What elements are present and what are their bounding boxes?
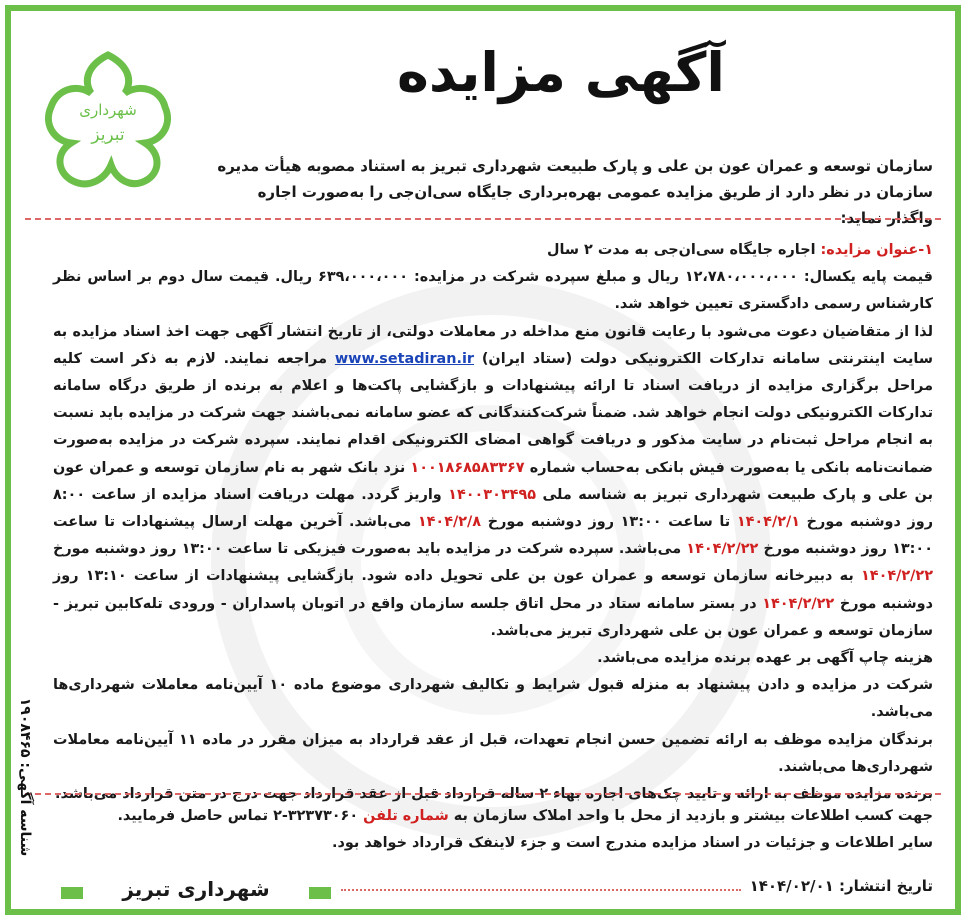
account-number: ۱۰۰۱۸۶۸۵۸۳۳۶۷ xyxy=(410,459,525,476)
ad-id: شناسه آگهی: ۱۹۰۸۴۶۵ xyxy=(17,697,33,857)
subject-value: اجاره جایگاه سی‌ان‌جی به مدت ۲ سال xyxy=(546,242,816,258)
brand-bar-left xyxy=(61,887,83,899)
invite-text-2: مراجعه نمایند. لازم به ذکر است کلیه مراحل برگزاری مزایده از دریافت اسناد تا ارائه پیشنهادات و بازگشایی پاکت‌ها و اعلام به برنده از طریق درگاه سامانه تدارکات الکترونیکی دولت انجام خواهد شد. ضمناً شرکت‌کنندگانی که عضو سامانه نمی‌باشند جهت شرکت در مزایده باید نسبت به انجام مراحل ثبت‌نام در سایت مذکور و دریافت گواهی امضای الکترونیکی اقدام نمایند. سپرده شرکت در مزایده به‌صورت ضمانت‌نامه بانکی یا به‌صورت فیش بانکی به‌حساب شماره xyxy=(53,350,933,476)
price-paragraph: قیمت پایه یکسال: ۱۲،۷۸۰،۰۰۰،۰۰۰ ریال و مبلغ سپرده شرکت در مزایده: ۶۳۹،۰۰۰،۰۰۰ ریال. قیمت سال دوم بر اساس نظر کارشناس رسمی دادگستری تعیین خواهد شد. xyxy=(53,269,933,313)
invite-text-8: به دبیرخانه سازمان توسعه و عمران عون بن علی تحویل داده شود. بازگشایی پیشنهادات از ساعت ۱۳:۱۰ روز دوشنبه مورخ xyxy=(53,568,933,612)
date-offer-deadline: ۱۴۰۴/۲/۲۲ xyxy=(686,541,759,558)
invite-text-1: لذا از متقاضیان دعوت می‌شود با رعایت قانون منع مداخله در معاملات دولتی، از تاریخ انتشار آگهی جهت اخذ اسناد مزایده به سایت اینترنتی سامانه تدارکات الکترونیکی دولت (ستاد ایران) xyxy=(53,323,933,367)
contact-line-2: سایر اطلاعات و جزئیات در اسناد مزایده مندرج است و جزء لاینفک قرارداد خواهد بود. xyxy=(332,835,933,851)
subject-line xyxy=(53,237,933,264)
phone-label: شماره تلفن xyxy=(363,808,449,824)
date-opening: ۱۴۰۴/۲/۲۲ xyxy=(762,595,835,612)
rule-2: برندگان مزایده موظف به ارائه تضمین حسن انجام تعهدات، قبل از عقد قرارداد به میزان مقرر در ماده ۱۱ آیین‌نامه معاملات شهرداری‌ها می‌باشند. xyxy=(53,731,933,775)
brand-text: شهرداری تبریز xyxy=(122,877,270,901)
footer-divider xyxy=(341,889,741,891)
date-deposit: ۱۴۰۴/۲/۲۲ xyxy=(861,568,933,585)
contact-block xyxy=(53,803,933,857)
cost-paragraph: هزینه چاپ آگهی بر عهده برنده مزایده می‌باشد. xyxy=(597,650,933,667)
ad-frame xyxy=(5,5,961,915)
date-docs-start: ۱۴۰۴/۲/۱ xyxy=(736,514,801,531)
logo-text-bottom: تبریز xyxy=(91,125,125,145)
logo-text-top: شهرداری xyxy=(79,101,137,119)
invite-text-5: تا ساعت ۱۳:۰۰ روز دوشنبه مورخ xyxy=(487,514,731,531)
rule-3: برنده مزایده موظف به ارائه و تایید چک‌های اجاره بهاء ۲ ساله قرارداد قبل از عقد قرارداد جهت درج در متن قرارداد می‌باشد. xyxy=(55,786,933,803)
publish-date xyxy=(750,877,933,895)
national-id: ۱۴۰۰۳۰۳۴۹۵ xyxy=(448,486,537,503)
contact-line-1 xyxy=(53,803,933,830)
invite-text-7: می‌باشد. سپرده شرکت در مزایده باید به‌صورت فیزیکی تا ساعت ۱۳:۰۰ روز دوشنبه مورخ xyxy=(53,541,682,558)
rule-1: شرکت در مزایده و دادن پیشنهاد به منزله قبول شرایط و تکالیف شهرداری موضوع ماده ۱۰ آیین‌نامه معاملات شهرداری‌ها می‌باشد. xyxy=(53,677,933,721)
page-title: آگهی مزایده xyxy=(397,41,725,104)
invite-text-9: در بستر سامانه ستاد در محل اتاق جلسه سازمان واقع در اتوبان پاسداران - ورودی تله‌کابین تبریز - سازمان توسعه و عمران عون بن علی شهرداری تبریز می‌باشد. xyxy=(53,595,933,639)
invite-text-4: واریز گردد. مهلت دریافت اسناد مزایده از ساعت ۸:۰۰ روز دوشنبه مورخ xyxy=(53,486,933,531)
invite-text-3: نزد بانک شهر به نام سازمان توسعه و عمران عون بن علی و پارک طبیعت شهرداری تبریز به شناسه ملی xyxy=(53,459,933,503)
date-docs-end: ۱۴۰۴/۲/۸ xyxy=(417,514,482,531)
divider-top xyxy=(25,218,941,220)
divider-bottom xyxy=(25,793,941,795)
ad-body xyxy=(53,237,933,808)
subject-label: ۱-عنوان مزایده: xyxy=(820,242,933,258)
municipality-logo-icon xyxy=(33,45,183,195)
intro-paragraph: سازمان توسعه و عمران عون بن علی و پارک طبیعت شهرداری تبریز به استناد مصوبه هیأت مدیره سازمان در نظر دارد از طریق مزایده عمومی بهره‌برداری جایگاه سی‌ان‌جی را به‌صورت اجاره واگذار نماید: xyxy=(217,157,933,227)
publish-date-label: تاریخ انتشار: xyxy=(839,877,933,895)
contact-text-a: جهت کسب اطلاعات بیشتر و بازدید از محل با واحد املاک سازمان به xyxy=(453,808,933,824)
publish-date-value: ۱۴۰۴/۰۲/۰۱ xyxy=(749,877,834,895)
contact-text-b: ۳۲۳۷۳۰۶۰-۲ تماس حاصل فرمایید. xyxy=(117,808,359,824)
setadiran-link[interactable]: www.setadiran.ir xyxy=(334,350,475,367)
footer-brand xyxy=(61,877,331,907)
invite-text-6: می‌باشد. آخرین مهلت ارسال پیشنهادات تا ساعت ۱۳:۰۰ روز دوشنبه مورخ xyxy=(53,514,933,558)
brand-bar-right xyxy=(309,887,331,899)
invite-paragraph xyxy=(53,319,933,645)
